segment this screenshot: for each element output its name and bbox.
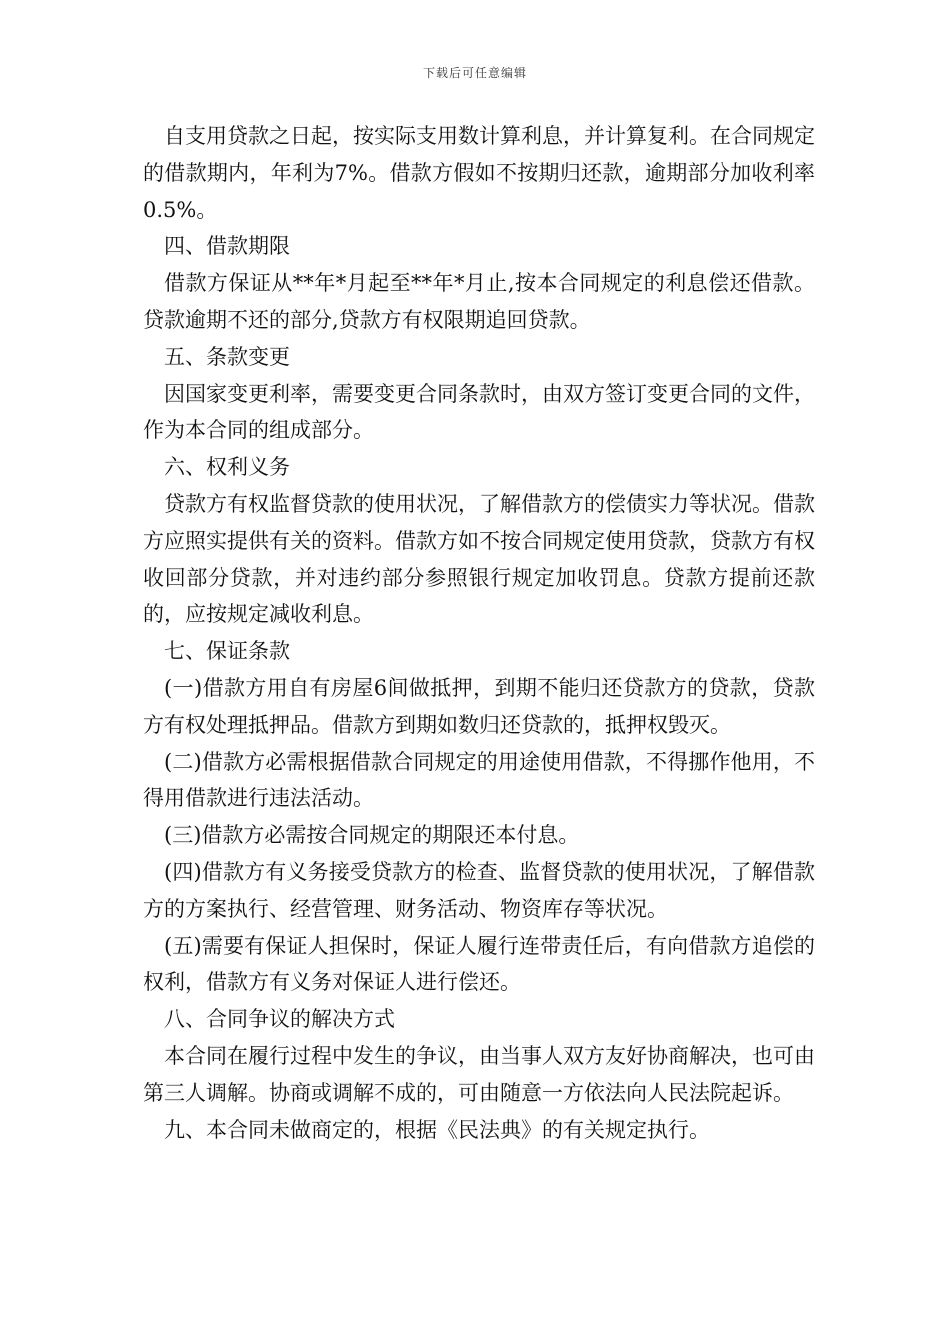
paragraph-guarantee-2: (二)借款方必需根据借款合同规定的用途使用借款，不得挪作他用，不得用借款进行违法活动。	[143, 749, 815, 811]
paragraph-guarantee-5: (五)需要有保证人担保时，保证人履行连带责任后，有向借款方追偿的权利，借款方有义务对保证人进行偿还。	[143, 933, 815, 995]
page-header: 下载后可任意编辑	[422, 66, 527, 80]
paragraph-interest: 自支用贷款之日起，按实际支用数计算利息，并计算复利。在合同规定的借款期内，年利为7%。借款方假如不按期归还款，逾期部分加收利率0.5%。	[143, 124, 815, 222]
paragraph-clause-change: 因国家变更利率，需要变更合同条款时，由双方签订变更合同的文件，作为本合同的组成部分。	[143, 381, 815, 443]
section-heading-rights-obligations: 六、权利义务	[164, 455, 290, 480]
paragraph-guarantee-4: (四)借款方有义务接受贷款方的检查、监督贷款的使用状况，了解借款方的方案执行、经营管理、财务活动、物资库存等状况。	[143, 859, 815, 921]
paragraph-rights-obligations: 贷款方有权监督贷款的使用状况，了解借款方的偿债实力等状况。借款方应照实提供有关的资料。借款方如不按合同规定使用贷款，贷款方有权收回部分贷款，并对违约部分参照银行规定加收罚息。贷款方提前还款的，应按规定减收利息。	[143, 491, 815, 627]
section-heading-guarantee: 七、保证条款	[164, 639, 290, 664]
section-heading-loan-term: 四、借款期限	[164, 234, 290, 259]
section-heading-other: 九、本合同未做商定的，根据《民法典》的有关规定执行。	[164, 1117, 710, 1142]
section-heading-clause-change: 五、条款变更	[164, 344, 290, 369]
paragraph-guarantee-3: (三)借款方必需按合同规定的期限还本付息。	[164, 823, 580, 848]
document-body	[143, 118, 815, 1148]
paragraph-guarantee-1: (一)借款方用自有房屋6间做抵押，到期不能归还贷款方的贷款，贷款方有权处理抵押品。借款方到期如数归还贷款的，抵押权毁灭。	[143, 675, 815, 737]
section-heading-dispute: 八、合同争议的解决方式	[164, 1007, 395, 1032]
paragraph-loan-term: 借款方保证从**年*月起至**年*月止,按本合同规定的利息偿还借款。贷款逾期不还的部分,贷款方有权限期追回贷款。	[143, 271, 815, 332]
paragraph-dispute: 本合同在履行过程中发生的争议，由当事人双方友好协商解决，也可由第三人调解。协商或调解不成的，可由随意一方依法向人民法院起诉。	[143, 1043, 815, 1105]
